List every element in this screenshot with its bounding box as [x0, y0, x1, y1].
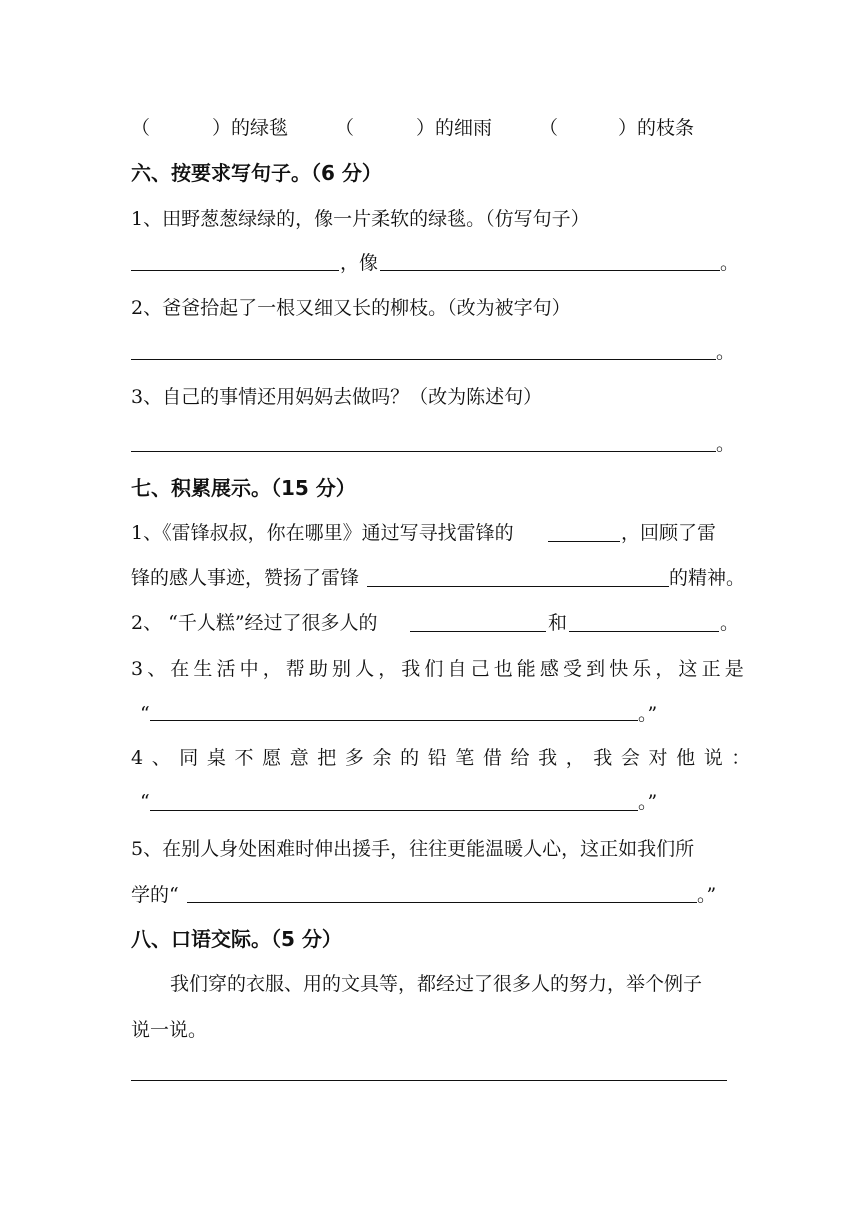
s6-q3-end: 。: [716, 433, 736, 455]
s7-q5-text-b: 学的“: [131, 884, 179, 906]
s7-q1-text-d: 的精神。: [669, 567, 746, 589]
s6-q1-blank-2[interactable]: [380, 270, 720, 271]
s7-q1-text-c: 锋的感人事迹，赞扬了雷锋: [131, 567, 360, 589]
phrase-2-close: ）的细雨: [416, 117, 493, 139]
section8-heading: 八、口语交际。（5 分）: [131, 927, 342, 951]
s7-q2-text-b: 和: [548, 612, 568, 634]
s7-q4-open-quote: “: [140, 791, 150, 813]
s8-paragraph-line-2: 说一说。: [131, 1019, 208, 1041]
s7-q2-text-a: 2、 “千人糕”经过了很多人的: [131, 612, 378, 634]
section7-heading: 七、积累展示。（15 分）: [131, 476, 356, 500]
s8-paragraph-line-1: 我们穿的衣服、用的文具等，都经过了很多人的努力，举个例子: [170, 973, 703, 995]
s7-q5-close: 。”: [697, 884, 717, 906]
s7-q1-blank-1[interactable]: [548, 541, 620, 542]
phrase-1-close: ）的绿毯: [212, 117, 289, 139]
s6-q1-mid: ，像: [340, 252, 379, 274]
s6-question-3: 3、自己的事情还用妈妈去做吗？（改为陈述句）: [131, 386, 543, 408]
s7-q2-text-c: 。: [720, 612, 740, 634]
s8-answer-line[interactable]: [131, 1080, 727, 1081]
phrase-1-open: （: [131, 117, 151, 139]
s6-q3-blank[interactable]: [131, 451, 716, 452]
phrase-3-close: ）的枝条: [618, 117, 695, 139]
s7-q2-blank-2[interactable]: [569, 631, 719, 632]
s6-q1-end: 。: [720, 252, 740, 274]
s7-q1-blank-2[interactable]: [367, 586, 669, 587]
s7-question-5: 5、在别人身处困难时伸出援手，往往更能温暖人心，这正如我们所: [131, 838, 695, 860]
section6-heading: 六、按要求写句子。（6 分）: [131, 161, 382, 185]
s7-q4-close: 。”: [638, 791, 658, 813]
phrase-3-open: （: [539, 117, 559, 139]
s7-question-3: 3、在生活中，帮助别人，我们自己也能感受到快乐，这正是: [131, 658, 748, 680]
phrase-2-open: （: [335, 117, 355, 139]
s7-q3-close: 。”: [638, 703, 658, 725]
s7-q1-text-b: ，回顾了雷: [621, 522, 717, 544]
s7-q1-text-a: 1、《雷锋叔叔，你在哪里》通过写寻找雷锋的: [131, 522, 514, 544]
s6-question-1: 1、田野葱葱绿绿的，像一片柔软的绿毯。（仿写句子）: [131, 208, 590, 230]
s6-q2-end: 。: [716, 341, 736, 363]
s7-q5-blank[interactable]: [187, 902, 697, 903]
s7-q3-blank[interactable]: [150, 720, 638, 721]
s7-q2-blank-1[interactable]: [410, 631, 546, 632]
s7-q3-open-quote: “: [140, 703, 150, 725]
s6-q2-blank[interactable]: [131, 359, 716, 360]
s7-q4-blank[interactable]: [150, 810, 638, 811]
s6-q1-blank-1[interactable]: [131, 270, 339, 271]
s6-question-2: 2、爸爸拾起了一根又细又长的柳枝。（改为被字句）: [131, 297, 571, 319]
s7-question-4: 4、同桌不愿意把多余的铅笔借给我，我会对他说：: [131, 747, 759, 769]
